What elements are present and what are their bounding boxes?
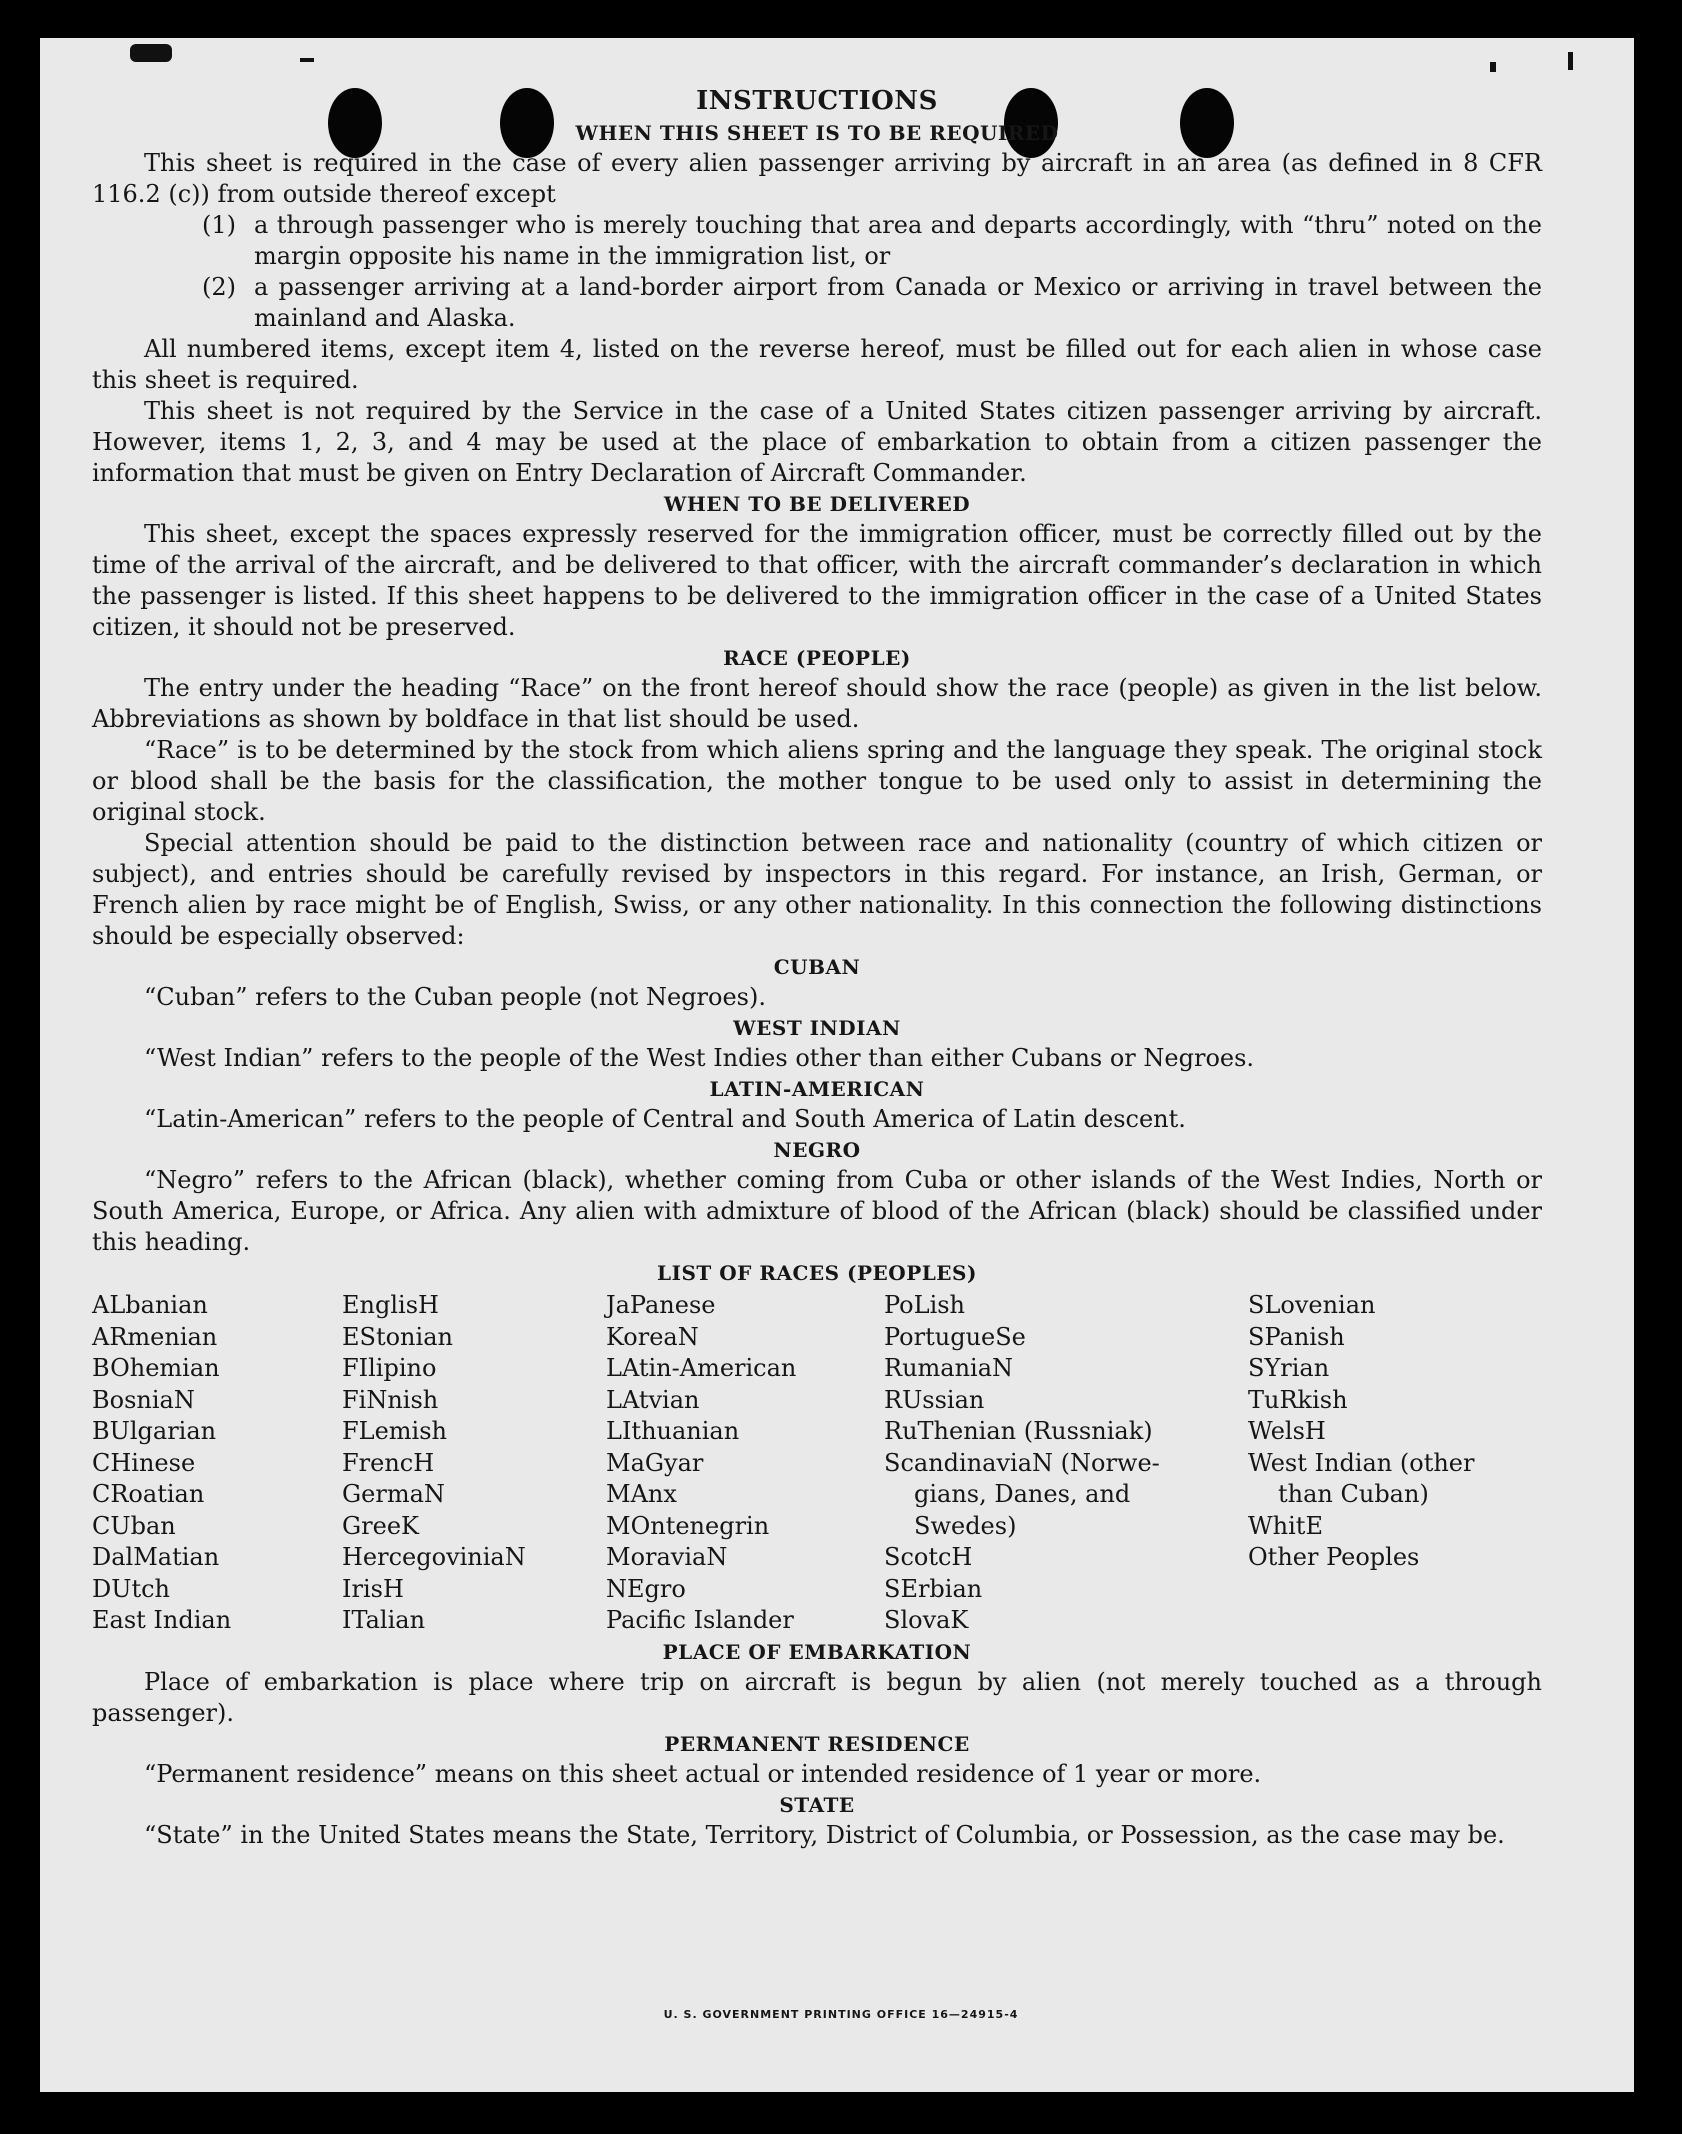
race-entry: HercegoviniaN [342,1543,526,1571]
race-entry: Swedes) [914,1511,1017,1540]
scan-speck [300,58,314,62]
scan-speck [130,44,172,62]
race-entry: EStonian [342,1322,453,1351]
race-entry: RumaniaN [884,1354,1014,1382]
race-entry: GermaN [342,1480,445,1508]
item-text: a through passenger who is merely touching that area and departs accordingly, with “thru” noted on the margin opposite his name in the immigration list, or [254,211,1542,270]
paragraph: “West Indian” refers to the people of the West Indies other than either Cubans or Negroes. [144,1044,1255,1072]
section-heading-when-delivered: WHEN TO BE DELIVERED [663,492,971,516]
race-entry: MaGyar [606,1448,704,1477]
race-entry: FLemish [342,1417,447,1445]
race-entry: IrisH [342,1574,404,1603]
races-column [606,1290,884,1637]
race-entry: West Indian (other [1248,1448,1475,1477]
race-entry: SLovenian [1248,1291,1376,1319]
race-entry: CHinese [92,1448,196,1477]
race-entry: RuThenian (Russniak) [884,1417,1153,1445]
race-entry: than Cuban) [1278,1480,1429,1508]
race-entry: ScotcH [884,1543,973,1571]
race-entry: PoLish [884,1291,966,1319]
race-entry: LIthuanian [606,1417,740,1445]
section-heading-residence: PERMANENT RESIDENCE [664,1731,970,1756]
paragraph: “Negro” refers to the African (black), whether coming from Cuba or other islands of the West Indies, North or South America, Europe, or Africa. Any alien with admixture of blood of the African (black) should be classified under this heading. [92,1166,1542,1256]
list-item [202,210,1542,272]
race-entry: LAtin-American [606,1354,797,1382]
races-column [884,1290,1248,1637]
section-heading-when-required: WHEN THIS SHEET IS TO BE REQUIRED [575,121,1059,145]
section-heading-state: STATE [779,1792,855,1817]
race-entry: gians, Danes, and [914,1480,1131,1508]
race-entry: East Indian [92,1606,232,1634]
section-heading-race: RACE (PEOPLE) [723,646,911,670]
race-entry: GreeK [342,1511,419,1540]
scan-speck [1568,52,1573,70]
race-entry: MOntenegrin [606,1511,770,1540]
race-entry: Pacific Islander [606,1606,794,1634]
paragraph: “Cuban” refers to the Cuban people (not Negroes). [144,983,766,1011]
race-entry: FiNnish [342,1385,439,1414]
race-entry: ALbanian [92,1291,208,1319]
races-list [92,1290,1542,1637]
list-item [202,272,1542,334]
paragraph: Place of embarkation is place where trip on aircraft is begun by alien (not merely touched as a through passenger). [92,1667,1542,1727]
section-heading-west-indian: WEST INDIAN [733,1016,901,1040]
section-heading-embarkation: PLACE OF EMBARKATION [662,1639,972,1664]
section-heading-list-of-races: LIST OF RACES (PEOPLES) [657,1261,977,1285]
race-entry: MoraviaN [606,1543,728,1571]
race-entry: BOhemian [92,1354,220,1382]
paragraph: The entry under the heading “Race” on the front hereof should show the race (people) as given in the list below. Abbreviations as shown by boldface in that list should be used. [92,674,1542,733]
page-title: INSTRUCTIONS [696,86,938,116]
race-entry: SPanish [1248,1322,1345,1351]
paragraph: “State” in the United States means the State, Territory, District of Columbia, or Possession, as the case may be. [144,1820,1505,1849]
paragraph: This sheet, except the spaces expressly reserved for the immigration officer, must be correctly filled out by the time of the arrival of the aircraft, and be delivered to that officer, with the aircraft commander’s declaration in which the passenger is listed. If this sheet happens to be delivered to the immigration officer in the case of a United States citizen, it should not be preserved. [92,520,1542,641]
race-entry: PortugueSe [884,1322,1026,1351]
race-entry: DalMatian [92,1543,220,1571]
instructions-content [92,84,1542,1851]
item-number: (2) [202,273,236,301]
race-entry: SErbian [884,1574,983,1603]
race-entry: RUssian [884,1385,985,1414]
race-entry: WhitE [1248,1511,1323,1540]
paragraph: All numbered items, except item 4, listed on the reverse hereof, must be filled out for each alien in whose case this sheet is required. [92,335,1542,394]
item-text: a passenger arriving at a land-border airport from Canada or Mexico or arriving in travel between the mainland and Alaska. [254,273,1542,332]
race-entry: LAtvian [606,1385,700,1414]
race-entry: ARmenian [92,1322,218,1351]
race-entry: CUban [92,1511,176,1540]
race-entry: DUtch [92,1574,171,1603]
race-entry: MAnx [606,1480,677,1508]
race-entry: ScandinaviaN (Norwe- [884,1448,1160,1477]
section-heading-negro: NEGRO [773,1138,861,1162]
race-entry: SlovaK [884,1606,969,1634]
race-entry: EnglisH [342,1291,439,1319]
paragraph: This sheet is required in the case of every alien passenger arriving by aircraft in an area (as defined in 8 CFR 116.2 (c)) from outside thereof except [92,149,1542,208]
race-entry: Other Peoples [1248,1543,1420,1571]
section-heading-cuban: CUBAN [773,955,861,979]
race-entry: WelsH [1248,1417,1326,1445]
race-entry: JaPanese [606,1291,716,1319]
paragraph: “Race” is to be determined by the stock from which aliens spring and the language they speak. The original stock or blood shall be the basis for the classification, the mother tongue to be used only to assist in determining the original stock. [92,736,1542,826]
race-entry: FrencH [342,1448,435,1477]
race-entry: ITalian [342,1606,426,1634]
race-entry: SYrian [1248,1354,1330,1382]
race-entry: CRoatian [92,1480,205,1508]
races-column [92,1290,342,1637]
paragraph: “Permanent residence” means on this sheet actual or intended residence of 1 year or more. [144,1759,1262,1788]
races-column [1248,1290,1542,1637]
race-entry: KoreaN [606,1322,699,1351]
section-heading-latin-american: LATIN-AMERICAN [709,1077,925,1101]
race-entry: BUlgarian [92,1417,217,1445]
race-entry: FIlipino [342,1354,437,1382]
paragraph: “Latin-American” refers to the people of Central and South America of Latin descent. [144,1105,1186,1133]
race-entry: BosniaN [92,1385,195,1414]
printing-office-footer: U. S. GOVERNMENT PRINTING OFFICE 16—24915-4 [663,2008,1019,2021]
race-entry: TuRkish [1248,1385,1348,1414]
paragraph: Special attention should be paid to the distinction between race and nationality (country of which citizen or subject), and entries should be carefully revised by inspectors in this regard. For instance, an Irish, German, or French alien by race might be of English, Swiss, or any other nationality. In this connection the following distinctions should be especially observed: [92,829,1542,950]
item-number: (1) [202,211,236,239]
paragraph: This sheet is not required by the Service in the case of a United States citizen passenger arriving by aircraft. However, items 1, 2, 3, and 4 may be used at the place of embarkation to obtain from a citizen passenger the information that must be given on Entry Declaration of Aircraft Commander. [92,397,1542,487]
race-entry: NEgro [606,1574,686,1603]
races-column [342,1290,606,1637]
scan-speck [1490,62,1496,72]
